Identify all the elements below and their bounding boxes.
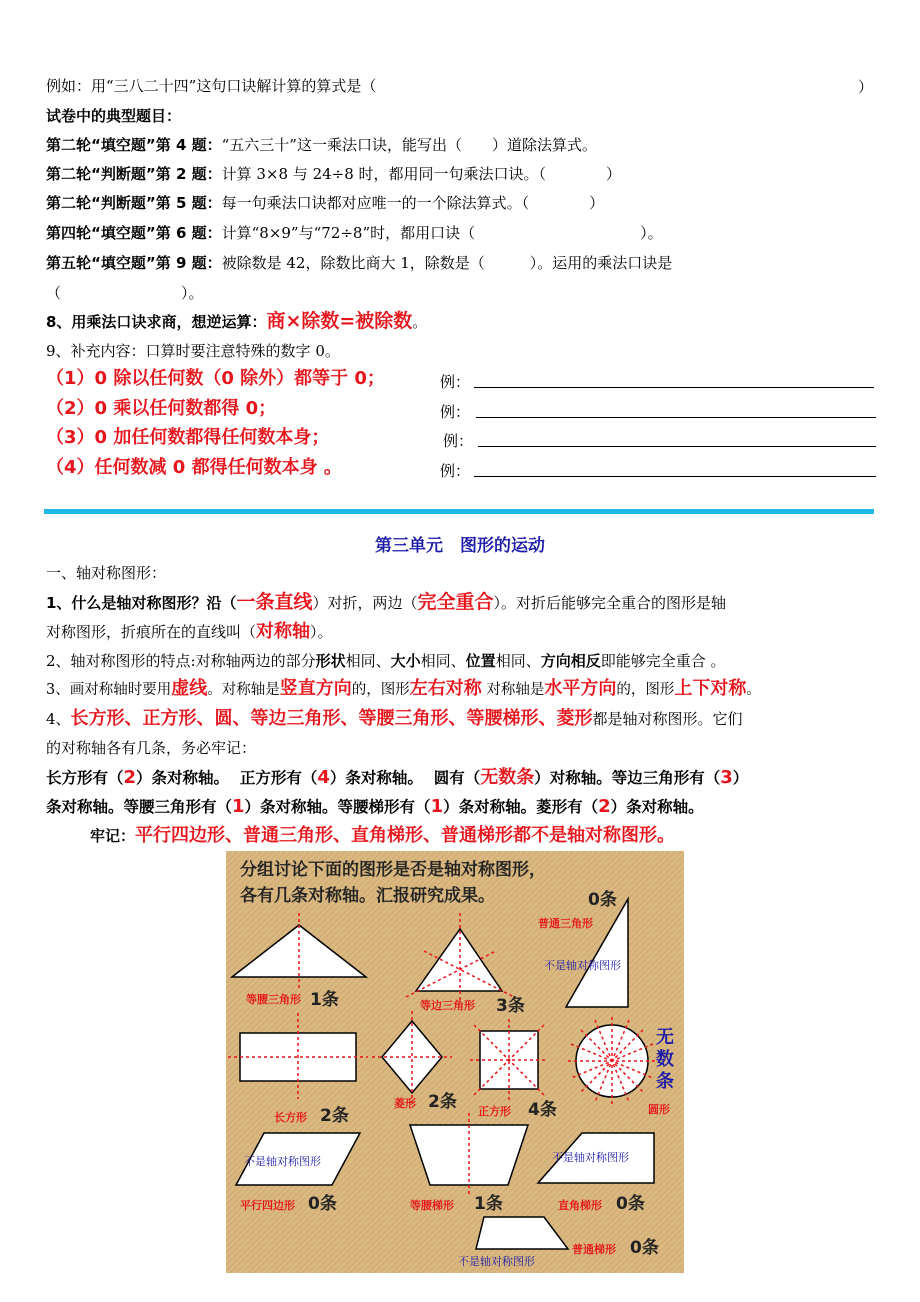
p3-g: 对称轴是: [481, 682, 545, 698]
p1-h: ）。: [310, 623, 333, 641]
c1e: ）条对称轴。: [136, 769, 230, 787]
label-rectangle: 长方形: [274, 1111, 307, 1124]
label-square: 正方形: [478, 1105, 511, 1118]
c2n: 4: [317, 767, 330, 788]
para-3: [46, 679, 761, 700]
p2-f: 位置: [465, 652, 496, 670]
example-label-1: 例：: [440, 373, 471, 391]
label-scalene-triangle: 普通三角形: [538, 917, 593, 930]
p1-c: ）对折，两边（: [312, 594, 418, 612]
c3e: ）对称轴。等边三角形有（: [534, 769, 721, 787]
note-trapezoid: 不是轴对称图形: [458, 1255, 535, 1268]
answer-line-2: [476, 417, 876, 418]
count-isosceles-triangle: 1条: [310, 990, 339, 1010]
q1-label: 第二轮“填空题”第 4 题：: [46, 136, 222, 154]
p3-j: 上下对称: [674, 678, 747, 699]
c7e: ）条对称轴。: [610, 798, 704, 816]
count-right-trapezoid: 0条: [616, 1194, 645, 1214]
p4-a: 4、: [46, 710, 71, 728]
c4n: 3: [720, 767, 733, 788]
para-1-line-2: [46, 622, 333, 642]
c3n: 无数条: [480, 767, 535, 788]
p1-g: 对称轴: [256, 621, 311, 642]
p3-e: 的，图形: [351, 682, 410, 698]
q1-text: “五六三十”这一乘法口诀，能写出（ ）道除法算式。: [221, 136, 597, 154]
p3-d: 竖直方向: [279, 678, 352, 699]
para-4-line-2: 的对称轴各有几条，务必牢记：: [46, 739, 257, 757]
label-isosceles-trapezoid: 等腰梯形: [410, 1199, 454, 1212]
unit-title: 第三单元 图形的运动: [375, 536, 545, 556]
count-rectangle: 2条: [320, 1106, 349, 1126]
figure-heading-2: 各有几条对称轴。汇报研究成果。: [240, 886, 495, 906]
question-5: [46, 253, 672, 273]
axis-count-line-1: [46, 768, 748, 788]
question-4: [46, 223, 663, 243]
label-parallelogram: 平行四边形: [240, 1199, 295, 1212]
c5n: 1: [232, 796, 245, 817]
remember-label: 牢记：: [90, 827, 136, 845]
c7n: 2: [598, 796, 611, 817]
answer-line-4: [474, 476, 876, 477]
item8-formula: 商×除数=被除数: [266, 310, 413, 332]
item8-prefix: 8、用乘法口诀求商，想逆运算：: [46, 313, 267, 331]
q4-text: 计算“8×9”与“72÷8”时，都用口诀（ ）。: [221, 224, 663, 242]
p4-b: 长方形、正方形、圆、等边三角形、等腰三角形、等腰梯形、菱形: [70, 708, 593, 729]
p3-f: 左右对称: [409, 678, 482, 699]
p2-a: 2、轴对称图形的特点:对称轴两边的部分: [46, 652, 316, 670]
p3-k: 。: [746, 682, 761, 698]
label-trapezoid: 普通梯形: [572, 1243, 616, 1256]
label-right-trapezoid: 直角梯形: [558, 1199, 602, 1212]
p2-e: 相同、: [420, 652, 466, 670]
p2-i: 即能够完全重合 。: [600, 652, 726, 670]
count-rhombus: 2条: [428, 1092, 457, 1112]
example-label-2: 例：: [440, 403, 471, 421]
count-square: 4条: [528, 1100, 557, 1120]
count-isosceles-trapezoid: 1条: [474, 1194, 503, 1214]
axis-count-line-2: [46, 797, 704, 817]
p3-i: 的，图形: [616, 682, 675, 698]
answer-line-1: [474, 387, 874, 388]
question-2: [46, 164, 621, 184]
p2-g: 相同、: [495, 652, 541, 670]
q2-label: 第二轮“判断题”第 2 题：: [46, 165, 222, 183]
label-circle: 圆形: [648, 1103, 670, 1116]
para-4-line-1: [46, 709, 743, 729]
q5-label: 第五轮“填空题”第 9 题：: [46, 254, 222, 272]
note-right-trapezoid: 不是轴对称图形: [552, 1151, 629, 1164]
example-label-3: 例：: [443, 432, 474, 450]
remember-line: [90, 826, 675, 846]
example-line: [46, 76, 376, 96]
typical-heading: 试卷中的典型题目：: [46, 107, 182, 125]
count-circle-1: 无: [656, 1027, 674, 1048]
example-close: ）: [858, 78, 874, 96]
question-3: [46, 193, 604, 213]
q4-label: 第四轮“填空题”第 6 题：: [46, 224, 222, 242]
example-label-4: 例：: [440, 462, 471, 480]
count-circle-3: 条: [656, 1071, 674, 1092]
q3-text: 每一句乘法口诀都对应唯一的一个除法算式。（ ）: [221, 194, 605, 212]
c4e: ）: [732, 769, 749, 787]
remember-text: 平行四边形、普通三角形、直角梯形、普通梯形都不是轴对称图形。: [135, 825, 676, 846]
item-8: [46, 311, 427, 332]
c2: 正方形有（: [239, 769, 318, 787]
figure-heading-1: 分组讨论下面的图形是否是轴对称图形，: [240, 860, 546, 880]
c1: 长方形有（: [46, 769, 124, 787]
q5-text: 被除数是 42，除数比商大 1，除数是（ ）。运用的乘法口诀是: [221, 254, 673, 272]
count-scalene-triangle: 0条: [588, 890, 617, 910]
para-1-line-1: [46, 592, 726, 613]
answer-line-3: [478, 446, 876, 447]
p2-b: 形状: [315, 652, 346, 670]
note-scalene-triangle: 不是轴对称图形: [544, 959, 621, 972]
example-text: 例如：用“三八二十四”这句口诀解计算的算式是（: [46, 77, 377, 95]
p1-a: 1、什么是轴对称图形？沿（: [46, 594, 237, 612]
label-isosceles-triangle: 等腰三角形: [246, 993, 301, 1006]
rule-2: （2）0 乘以任何数都得 0；: [46, 398, 277, 419]
c3: 圆有（: [433, 769, 481, 787]
c6e: ）条对称轴。菱形有（: [443, 798, 599, 816]
rule-3: （3）0 加任何数都得任何数本身；: [46, 427, 330, 448]
p2-h: 方向相反: [540, 652, 601, 670]
label-rhombus: 菱形: [394, 1097, 416, 1110]
c2e: ）条对称轴。: [329, 769, 423, 787]
section-1-heading: 一、轴对称图形：: [46, 564, 167, 582]
note-parallelogram: 不是轴对称图形: [244, 1155, 321, 1168]
count-trapezoid: 0条: [630, 1238, 659, 1258]
count-circle-2: 数: [656, 1049, 674, 1070]
item-9: 9、补充内容：口算时要注意特殊的数字 0。: [46, 342, 340, 360]
c5: 条对称轴。等腰三角形有（: [46, 798, 233, 816]
p1-f: 对称图形，折痕所在的直线叫（: [46, 623, 257, 641]
p2-d: 大小: [390, 652, 421, 670]
p4-c: 都是轴对称图形。它们: [592, 710, 743, 728]
p3-a: 3、画对称轴时要用: [46, 682, 172, 698]
rule-4: （4）任何数减 0 都得任何数本身 。: [46, 457, 342, 478]
rule-1: （1）0 除以任何数（0 除外）都等于 0；: [46, 368, 385, 389]
q3-label: 第二轮“判断题”第 5 题：: [46, 194, 222, 212]
question-1: [46, 135, 597, 155]
p3-c: 。对称轴是: [207, 682, 280, 698]
count-parallelogram: 0条: [308, 1194, 337, 1214]
section-divider: [44, 509, 874, 514]
count-circle: [656, 1027, 674, 1093]
p2-c: 相同、: [345, 652, 391, 670]
symmetry-figure: [226, 851, 684, 1273]
label-equilateral-triangle: 等边三角形: [420, 999, 475, 1012]
c1n: 2: [123, 767, 137, 788]
p1-b: 一条直线: [236, 591, 313, 613]
p3-b: 虚线: [171, 678, 208, 699]
item8-end: 。: [412, 313, 428, 331]
c6n: 1: [430, 796, 444, 817]
question-5-cont: （ ）。: [46, 284, 204, 302]
p1-e: ）。对折后能够完全重合的图形是轴: [493, 594, 727, 612]
para-2: [46, 651, 726, 671]
p3-h: 水平方向: [544, 678, 617, 699]
p1-d: 完全重合: [417, 591, 494, 613]
c5e: ）条对称轴。等腰梯形有（: [244, 798, 431, 816]
q2-text: 计算 3×8 与 24÷8 时，都用同一句乘法口诀。（ ）: [221, 165, 622, 183]
count-equilateral-triangle: 3条: [496, 996, 525, 1016]
